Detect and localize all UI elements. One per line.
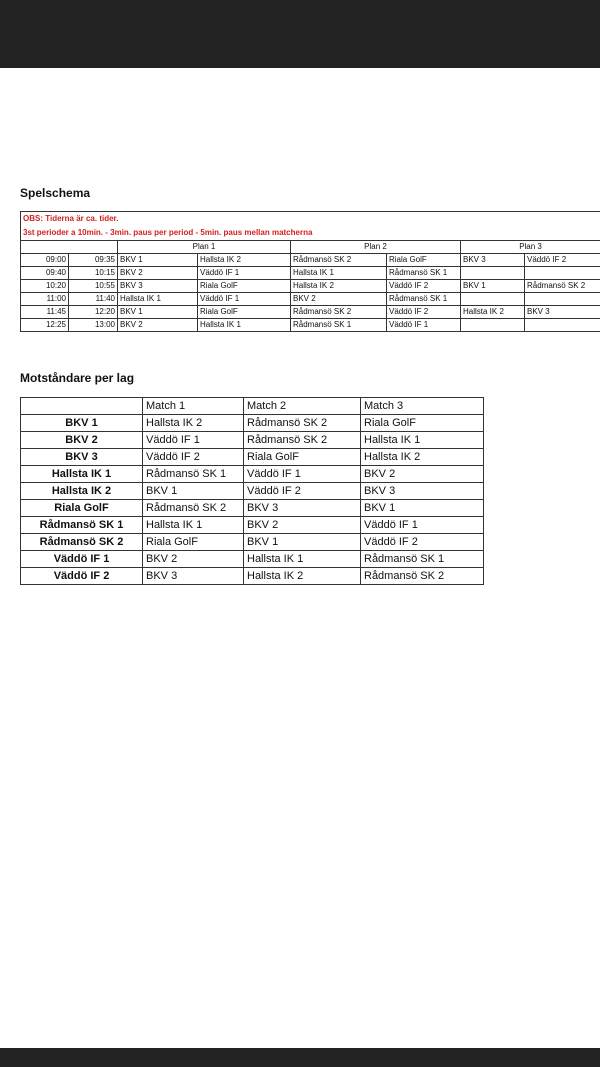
plan-3-team-b: BKV 3 <box>525 306 600 319</box>
match-2-opponent: BKV 1 <box>244 534 361 551</box>
plan-2-team-b: Rådmansö SK 1 <box>387 267 461 280</box>
match-3-opponent: BKV 3 <box>361 483 484 500</box>
end-time: 10:15 <box>69 267 118 280</box>
plan-3-team-b <box>525 319 600 332</box>
plan-1-team-a: BKV 2 <box>118 319 198 332</box>
match-2-opponent: BKV 2 <box>244 517 361 534</box>
schedule-row <box>21 293 600 306</box>
plan-2-team-b: Väddö IF 2 <box>387 280 461 293</box>
team-name: Hallsta IK 1 <box>21 466 143 483</box>
match-2-opponent: Väddö IF 2 <box>244 483 361 500</box>
match-3-opponent: BKV 2 <box>361 466 484 483</box>
team-name: Riala GolF <box>21 500 143 517</box>
match-1-opponent: Rådmansö SK 1 <box>143 466 244 483</box>
team-name: BKV 1 <box>21 415 143 432</box>
start-time: 11:45 <box>21 306 69 319</box>
match-2-header: Match 2 <box>244 398 361 415</box>
plan-1-team-a: BKV 1 <box>118 306 198 319</box>
match-1-opponent: Rådmansö SK 2 <box>143 500 244 517</box>
match-3-opponent: BKV 1 <box>361 500 484 517</box>
match-3-opponent: Hallsta IK 2 <box>361 449 484 466</box>
plan-2-team-b: Riala GolF <box>387 254 461 267</box>
plan-3-team-b: Rådmansö SK 2 <box>525 280 600 293</box>
match-1-opponent: Riala GolF <box>143 534 244 551</box>
end-time: 10:55 <box>69 280 118 293</box>
plan-3-team-a: BKV 3 <box>461 254 525 267</box>
match-3-opponent: Riala GolF <box>361 415 484 432</box>
match-2-opponent: Hallsta IK 2 <box>244 568 361 585</box>
start-time: 11:00 <box>21 293 69 306</box>
opponents-row <box>21 534 484 551</box>
opponents-row <box>21 449 484 466</box>
team-name: Hallsta IK 2 <box>21 483 143 500</box>
plan-1-team-b: Riala GolF <box>198 306 291 319</box>
opponents-row <box>21 568 484 585</box>
plan-1-header: Plan 1 <box>118 241 291 254</box>
match-3-opponent: Rådmansö SK 2 <box>361 568 484 585</box>
plan-2-team-b: Väddö IF 1 <box>387 319 461 332</box>
match-1-opponent: Väddö IF 1 <box>143 432 244 449</box>
schedule-table <box>20 211 600 332</box>
team-name: BKV 2 <box>21 432 143 449</box>
plan-2-header: Plan 2 <box>291 241 461 254</box>
schedule-note-row <box>21 226 600 241</box>
plan-2-team-a: Rådmansö SK 1 <box>291 319 387 332</box>
team-name: Rådmansö SK 2 <box>21 534 143 551</box>
empty-cell <box>21 241 118 254</box>
match-2-opponent: Hallsta IK 1 <box>244 551 361 568</box>
team-name: BKV 3 <box>21 449 143 466</box>
plan-3-team-a: Hallsta IK 2 <box>461 306 525 319</box>
schedule-note-1: OBS: Tiderna är ca. tider. <box>21 212 600 227</box>
plan-1-team-b: Väddö IF 1 <box>198 267 291 280</box>
opponents-row <box>21 551 484 568</box>
schedule-plan-header <box>21 241 600 254</box>
end-time: 12:20 <box>69 306 118 319</box>
plan-2-team-a: Hallsta IK 2 <box>291 280 387 293</box>
match-1-opponent: BKV 3 <box>143 568 244 585</box>
team-name: Rådmansö SK 1 <box>21 517 143 534</box>
team-name: Väddö IF 1 <box>21 551 143 568</box>
opponents-row <box>21 432 484 449</box>
match-1-opponent: Hallsta IK 2 <box>143 415 244 432</box>
bottom-bar <box>0 1048 600 1067</box>
opponents-table <box>20 397 484 585</box>
match-3-opponent: Rådmansö SK 1 <box>361 551 484 568</box>
plan-1-team-a: BKV 3 <box>118 280 198 293</box>
plan-3-team-a: BKV 1 <box>461 280 525 293</box>
team-name: Väddö IF 2 <box>21 568 143 585</box>
plan-1-team-b: Hallsta IK 1 <box>198 319 291 332</box>
schedule-row <box>21 267 600 280</box>
plan-1-team-b: Väddö IF 1 <box>198 293 291 306</box>
plan-1-team-b: Hallsta IK 2 <box>198 254 291 267</box>
opponents-title: Motståndare per lag <box>20 371 135 385</box>
match-2-opponent: BKV 3 <box>244 500 361 517</box>
match-1-opponent: BKV 2 <box>143 551 244 568</box>
plan-2-team-a: Rådmansö SK 2 <box>291 254 387 267</box>
opponents-row <box>21 500 484 517</box>
plan-3-team-a <box>461 267 525 280</box>
schedule-row <box>21 319 600 332</box>
match-3-opponent: Väddö IF 1 <box>361 517 484 534</box>
opponents-row <box>21 415 484 432</box>
plan-2-team-a: BKV 2 <box>291 293 387 306</box>
match-2-opponent: Väddö IF 1 <box>244 466 361 483</box>
plan-1-team-a: BKV 1 <box>118 254 198 267</box>
match-1-opponent: BKV 1 <box>143 483 244 500</box>
match-1-opponent: Hallsta IK 1 <box>143 517 244 534</box>
match-3-header: Match 3 <box>361 398 484 415</box>
plan-3-team-a <box>461 319 525 332</box>
plan-3-team-b: Väddö IF 2 <box>525 254 600 267</box>
plan-1-team-b: Riala GolF <box>198 280 291 293</box>
match-1-opponent: Väddö IF 2 <box>143 449 244 466</box>
schedule-row <box>21 280 600 293</box>
end-time: 11:40 <box>69 293 118 306</box>
top-bar <box>0 0 600 68</box>
opponents-header-row <box>21 398 484 415</box>
match-3-opponent: Hallsta IK 1 <box>361 432 484 449</box>
start-time: 09:00 <box>21 254 69 267</box>
schedule-note-row <box>21 212 600 227</box>
schedule-note-2: 3st perioder a 10min. - 3min. paus per period - 5min. paus mellan matcherna <box>21 226 600 241</box>
opponents-body <box>21 415 484 585</box>
match-2-opponent: Rådmansö SK 2 <box>244 432 361 449</box>
plan-2-team-a: Rådmansö SK 2 <box>291 306 387 319</box>
start-time: 09:40 <box>21 267 69 280</box>
plan-3-team-b <box>525 293 600 306</box>
plan-2-team-b: Väddö IF 2 <box>387 306 461 319</box>
end-time: 13:00 <box>69 319 118 332</box>
start-time: 12:25 <box>21 319 69 332</box>
opponents-row <box>21 466 484 483</box>
plan-3-header: Plan 3 <box>461 241 600 254</box>
plan-1-team-a: BKV 2 <box>118 267 198 280</box>
match-2-opponent: Rådmansö SK 2 <box>244 415 361 432</box>
opponents-row <box>21 517 484 534</box>
plan-1-team-a: Hallsta IK 1 <box>118 293 198 306</box>
empty-cell <box>21 398 143 415</box>
plan-3-team-b <box>525 267 600 280</box>
opponents-row <box>21 483 484 500</box>
start-time: 10:20 <box>21 280 69 293</box>
schedule-row <box>21 306 600 319</box>
schedule-body <box>21 254 600 332</box>
match-1-header: Match 1 <box>143 398 244 415</box>
schedule-title: Spelschema <box>20 186 91 200</box>
end-time: 09:35 <box>69 254 118 267</box>
plan-2-team-a: Hallsta IK 1 <box>291 267 387 280</box>
match-2-opponent: Riala GolF <box>244 449 361 466</box>
match-3-opponent: Väddö IF 2 <box>361 534 484 551</box>
plan-2-team-b: Rådmansö SK 1 <box>387 293 461 306</box>
schedule-row <box>21 254 600 267</box>
plan-3-team-a <box>461 293 525 306</box>
